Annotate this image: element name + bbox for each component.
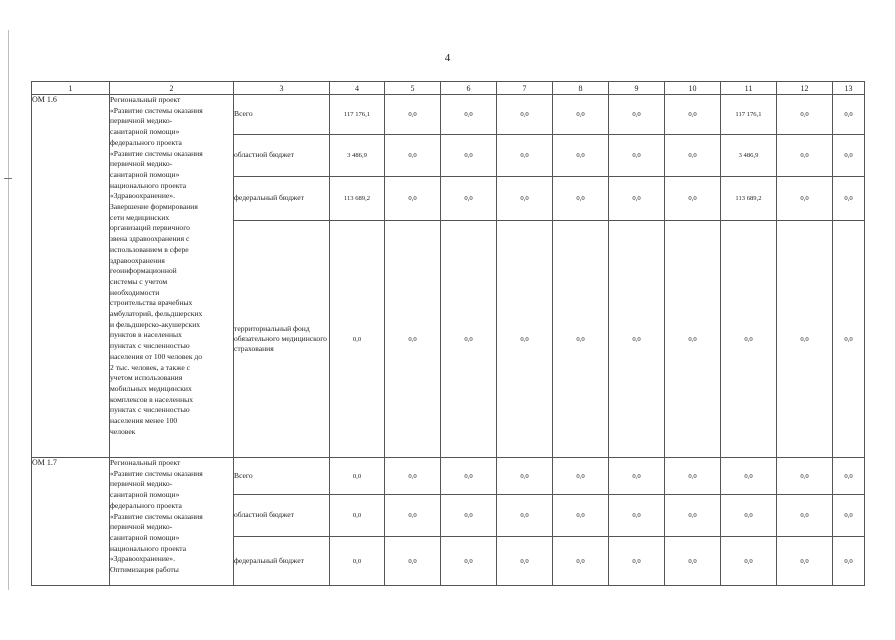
table-cell: 0,0 — [330, 537, 385, 586]
table-cell: 0,0 — [721, 458, 777, 495]
column-header-4: 4 — [330, 82, 385, 95]
table-cell: 0,0 — [665, 221, 721, 458]
table-cell: 0,0 — [777, 458, 833, 495]
column-header-11: 11 — [721, 82, 777, 95]
funding-source: областной бюджет — [234, 495, 330, 537]
table-cell: 0,0 — [385, 537, 441, 586]
funding-source: областной бюджет — [234, 135, 330, 177]
table-cell: 0,0 — [497, 95, 553, 135]
table-row — [32, 95, 865, 135]
table-cell: 0,0 — [553, 221, 609, 458]
table-row — [32, 458, 865, 495]
scan-mark — [4, 178, 12, 179]
measure-description: Региональный проект «Развитие системы оказания первичной медико- санитарной помощи» федерального проекта «Развитие системы оказания первичной медико- санитарной помощи» национального проекта «Здравоохранение». Завершение формирования сети медицинских организаций первичного звена здравоохранения с использованием в сфере здравоохранения геоинформационной системы с учетом необходимости строительства врачебных амбулаторий, фельдшерских и фельдшерско-акушерских пунктов в населенных пунктах с численностью населения от 100 человек до 2 тыс. человек, а также с учетом использования мобильных медицинских комплексов в населенных пунктах с численностью населения менее 100 человек — [110, 95, 234, 458]
table-cell: 0,0 — [833, 537, 865, 586]
column-header-10: 10 — [665, 82, 721, 95]
table-cell: 3 486,9 — [330, 135, 385, 177]
table-cell: 0,0 — [721, 221, 777, 458]
table-cell: 0,0 — [833, 458, 865, 495]
table-cell: 0,0 — [553, 177, 609, 221]
table-cell: 0,0 — [721, 495, 777, 537]
table-cell: 0,0 — [777, 537, 833, 586]
table-cell: 0,0 — [665, 95, 721, 135]
table-cell: 0,0 — [777, 495, 833, 537]
table-cell: 0,0 — [441, 495, 497, 537]
table-cell: 117 176,1 — [721, 95, 777, 135]
table-cell: 0,0 — [833, 221, 865, 458]
table-cell: 0,0 — [609, 135, 665, 177]
table-cell: 0,0 — [553, 458, 609, 495]
table-cell: 0,0 — [497, 458, 553, 495]
table-cell: 0,0 — [777, 177, 833, 221]
table-cell: 0,0 — [385, 177, 441, 221]
table-cell: 0,0 — [665, 495, 721, 537]
funding-source: федеральный бюджет — [234, 537, 330, 586]
table-cell: 0,0 — [441, 537, 497, 586]
table-cell: 0,0 — [777, 135, 833, 177]
table-cell: 0,0 — [497, 177, 553, 221]
table-cell: 0,0 — [497, 135, 553, 177]
table-cell: 0,0 — [497, 537, 553, 586]
funding-source: Всего — [234, 458, 330, 495]
table-cell: 0,0 — [497, 495, 553, 537]
table-cell: 0,0 — [330, 458, 385, 495]
table-cell: 0,0 — [833, 95, 865, 135]
table-cell: 0,0 — [665, 177, 721, 221]
column-header-9: 9 — [609, 82, 665, 95]
table-cell: 0,0 — [385, 135, 441, 177]
column-header-13: 13 — [833, 82, 865, 95]
measure-description: Региональный проект «Развитие системы оказания первичной медико- санитарной помощи» федерального проекта «Развитие системы оказания первичной медико- санитарной помощи» национального проекта «Здравоохранение». Оптимизация работы — [110, 458, 234, 586]
column-header-5: 5 — [385, 82, 441, 95]
table-cell: 0,0 — [497, 221, 553, 458]
table-cell: 0,0 — [553, 495, 609, 537]
table-cell: 0,0 — [609, 177, 665, 221]
scan-border-line — [8, 30, 9, 590]
table-cell: 0,0 — [441, 458, 497, 495]
budget-table — [31, 81, 865, 586]
table-cell: 0,0 — [441, 135, 497, 177]
table-cell: 0,0 — [441, 177, 497, 221]
page-number: 4 — [444, 52, 451, 64]
table-cell: 0,0 — [330, 221, 385, 458]
column-header-1: 1 — [32, 82, 110, 95]
column-header-2: 2 — [110, 82, 234, 95]
table-cell: 0,0 — [609, 221, 665, 458]
table-cell: 3 486,9 — [721, 135, 777, 177]
column-header-6: 6 — [441, 82, 497, 95]
table-cell: 0,0 — [553, 135, 609, 177]
table-cell: 0,0 — [665, 135, 721, 177]
table-cell: 0,0 — [609, 495, 665, 537]
table-cell: 0,0 — [833, 135, 865, 177]
column-header-8: 8 — [553, 82, 609, 95]
table-cell: 0,0 — [385, 495, 441, 537]
table-cell: 0,0 — [609, 95, 665, 135]
table-cell: 0,0 — [553, 537, 609, 586]
table-cell: 0,0 — [665, 537, 721, 586]
funding-source: федеральный бюджет — [234, 177, 330, 221]
measure-code: ОМ 1.7 — [32, 458, 110, 586]
table-cell: 0,0 — [665, 458, 721, 495]
table-cell: 0,0 — [385, 458, 441, 495]
funding-source: Всего — [234, 95, 330, 135]
table-cell: 0,0 — [385, 221, 441, 458]
table-cell: 0,0 — [441, 95, 497, 135]
table-cell: 0,0 — [609, 537, 665, 586]
table-cell: 117 176,1 — [330, 95, 385, 135]
funding-source: территориальный фонд обязательного медицинского страхования — [234, 221, 330, 458]
table-cell: 0,0 — [609, 458, 665, 495]
table-cell: 0,0 — [721, 537, 777, 586]
table-cell: 113 689,2 — [330, 177, 385, 221]
column-header-3: 3 — [234, 82, 330, 95]
measure-code: ОМ 1.6 — [32, 95, 110, 458]
table-cell: 0,0 — [833, 177, 865, 221]
table-cell: 0,0 — [553, 95, 609, 135]
column-header-12: 12 — [777, 82, 833, 95]
table-cell: 0,0 — [441, 221, 497, 458]
table-cell: 0,0 — [777, 95, 833, 135]
table-cell: 113 689,2 — [721, 177, 777, 221]
table-header-row — [32, 82, 865, 95]
column-header-7: 7 — [497, 82, 553, 95]
table-cell: 0,0 — [385, 95, 441, 135]
table-cell: 0,0 — [833, 495, 865, 537]
table-cell: 0,0 — [777, 221, 833, 458]
table-cell: 0,0 — [330, 495, 385, 537]
